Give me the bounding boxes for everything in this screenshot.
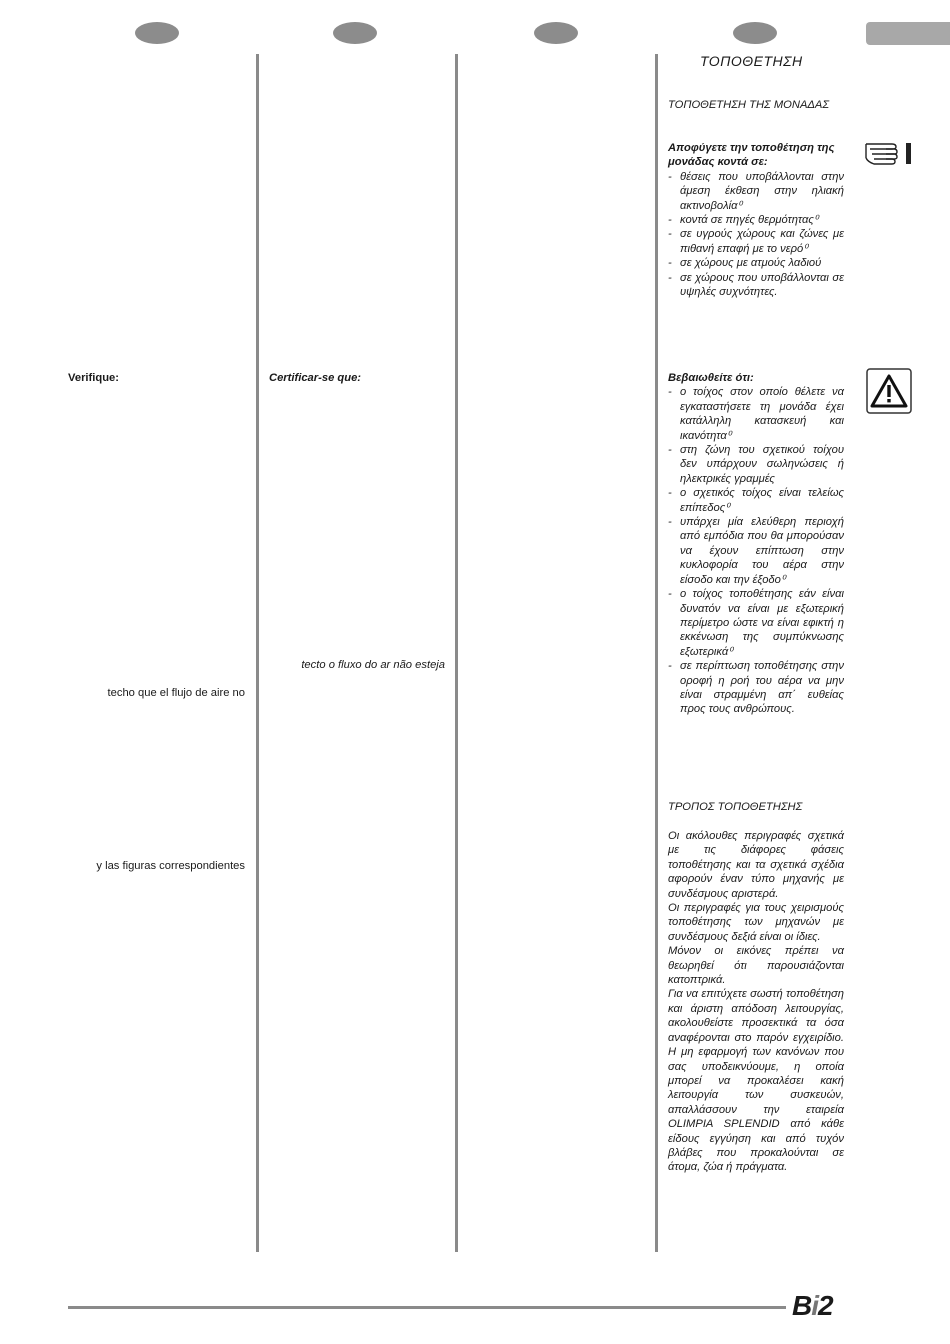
avoid-list	[668, 170, 844, 300]
list-item: - σε χώρους που υποβάλλονται σε υψηλές συχνότητες.	[668, 271, 844, 300]
paragraph: Μόνον οι εικόνες πρέπει να θεωρηθεί ότι παρουσιάζονται κατοπτρικά.	[668, 945, 844, 987]
list-item: - κοντά σε πηγές θερμότητας⁰	[668, 213, 844, 227]
list-item: - σε περίπτωση τοποθέτησης στην οροφή η ροή του αέρα να μην είναι στραμμένη απ΄ ευθείας προς τους ανθρώπους.	[668, 659, 844, 717]
paragraph: Για να επιτύχετε σωστή τοποθέτηση και άριστη απόδοση λειτουργίας, ακολουθείστε προσεκτικά τα όσα αναφέρονται στο παρόν εγχειρίδιο. Η μη εφαρμογή των κανόνων που σας υποδεικνύουμε, η οποία μπορεί να προκαλέσει κακή λειτουργία των συσκευών, απαλλάσσουν την εταιρεία OLIMPIA SPLENDID από κάθε είδους εγγύηση και από τυχόν βλάβες που προκαλούνται σε άτομα, ζώα ή πράγματα.	[668, 988, 844, 1174]
language-tab-dot	[135, 22, 179, 44]
logo-letter: B	[792, 1290, 812, 1321]
paragraph: Οι ακόλουθες περιγραφές σχετικά με τις διάφορες φάσεις τοποθέτησης και τα σχετικά σχέδια αφορούν έναν τύπο μηχανής με συνδέσμους αριστερά.	[668, 830, 844, 900]
language-tab-dot	[534, 22, 578, 44]
footer-rule	[68, 1306, 786, 1309]
column-divider	[455, 54, 458, 1252]
check-block	[668, 371, 844, 717]
list-item: - ο τοίχος τοποθέτησης εάν είναι δυνατόν να είναι με εξωτερική περίμετρο ώστε να είναι εφικτή η εκκένωση της συμπύκνωσης εξωτερικά⁰	[668, 587, 844, 659]
avoid-title: Αποφύγετε την τοποθέτηση της μονάδας κοντά σε:	[668, 142, 835, 169]
col2-fragment: tecto o fluxo do ar não esteja	[301, 659, 445, 671]
warning-triangle-icon	[866, 368, 912, 414]
list-item: - σε χώρους με ατμούς λαδιού	[668, 256, 844, 270]
logo-letter: i	[811, 1290, 819, 1321]
mode-paragraphs	[668, 829, 844, 1175]
col2-verify-label: Certificar-se que:	[269, 372, 362, 384]
col1-fragment: techo que el flujo de aire no	[107, 687, 245, 699]
list-item: - στη ζώνη του σχετικού τοίχου δεν υπάρχουν σωληνώσεις ή ηλεκτρικές γραμμές	[668, 443, 844, 486]
avoid-block	[668, 141, 844, 299]
list-item: - ο τοίχος στον οποίο θέλετε να εγκαταστήσετε τη μονάδα έχει κατάλληλη κατασκευή και ικανότητα⁰	[668, 385, 844, 443]
check-list	[668, 385, 844, 716]
column-divider	[655, 54, 658, 1252]
col1-verify-label: Verifique:	[68, 372, 119, 384]
paragraph: Οι περιγραφές για τους χειρισμούς τοποθέτησης των μηχανών με συνδέσμους δεξιά είναι οι ίδιες.	[668, 902, 844, 943]
unit-installation-title: ΤΟΠΟΘΕΤΗΣΗ ΤΗΣ ΜΟΝΑΔΑΣ	[668, 99, 830, 111]
check-title: Βεβαιωθείτε ότι:	[668, 372, 754, 384]
language-tab-dot	[733, 22, 777, 44]
mode-title: ΤΡΟΠΟΣ ΤΟΠΟΘΕΤΗΣΗΣ	[668, 801, 803, 813]
list-item: - θέσεις που υποβάλλονται στην άμεση έκθεση στην ηλιακή ακτινοβολία⁰	[668, 170, 844, 213]
page-tab-marker	[866, 22, 950, 45]
section-heading: ΤΟΠΟΘΕΤΗΣΗ	[700, 53, 803, 69]
column-divider	[256, 54, 259, 1252]
language-tab-dot	[333, 22, 377, 44]
bi2-logo	[792, 1290, 833, 1322]
pointing-hand-icon	[864, 140, 916, 166]
list-item: - υπάρχει μία ελεύθερη περιοχή από εμπόδια που θα μπορούσαν να έχουν επίπτωση στην κυκλοφορία του αέρα στην είσοδο και την έξοδο⁰	[668, 515, 844, 587]
logo-digit: 2	[818, 1290, 833, 1321]
list-item: - ο σχετικός τοίχος είναι τελείως επίπεδος⁰	[668, 486, 844, 515]
col1-fragment: y las figuras correspondientes	[96, 860, 245, 872]
list-item: - σε υγρούς χώρους και ζώνες με πιθανή επαφή με το νερό⁰	[668, 227, 844, 256]
